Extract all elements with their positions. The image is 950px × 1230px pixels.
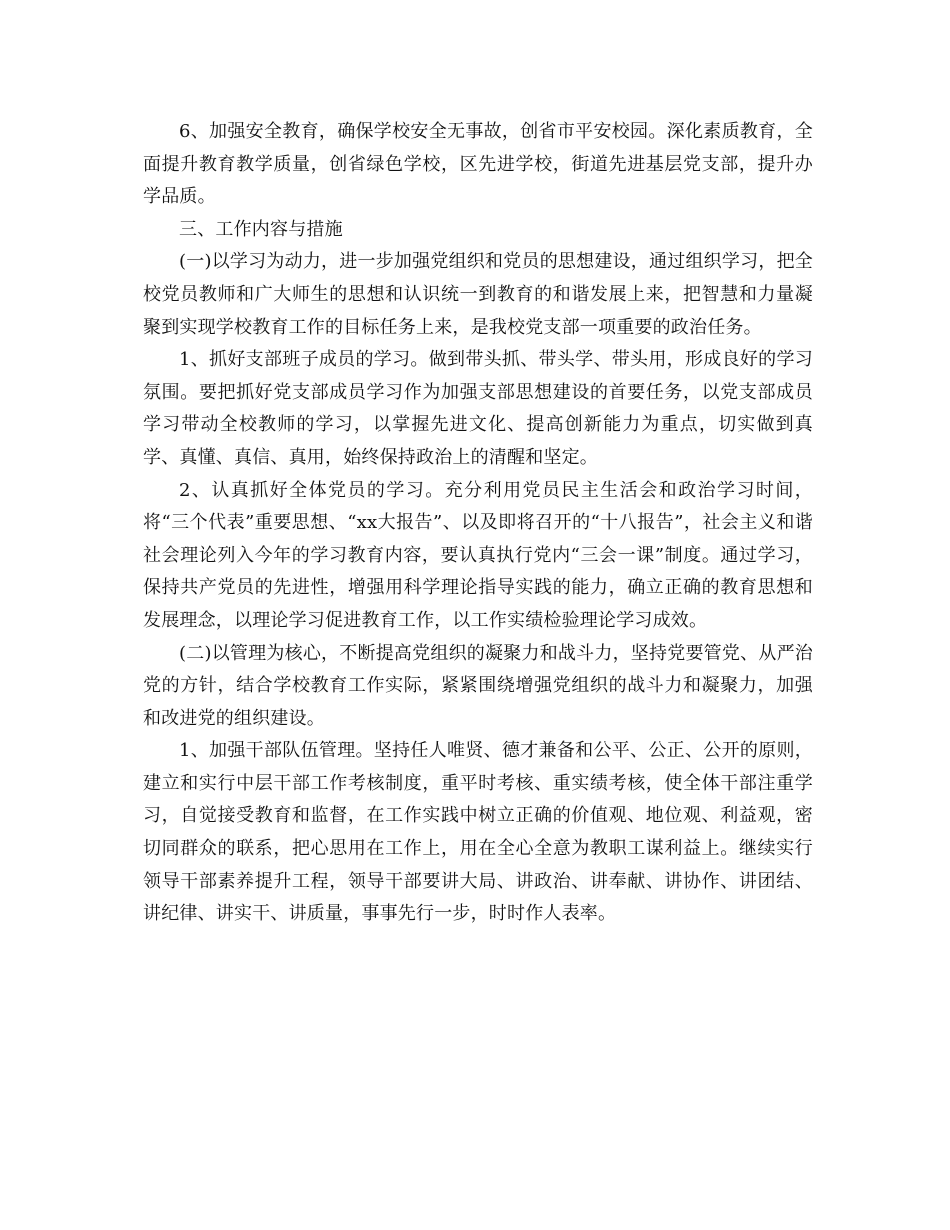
paragraph-management-core: (二)以管理为核心，不断提高党组织的凝聚力和战斗力，坚持党要管党、从严治党的方针，结合学校教育工作实际，紧紧围绕增强党组织的战斗力和凝聚力，加强和改进党的组织建设。 xyxy=(143,642,813,729)
paragraph-safety-education: 6、加强安全教育，确保学校安全无事故，创省市平安校园。深化素质教育，全面提升教育教学质量，创省绿色学校，区先进学校，街道先进基层党支部，提升办学品质。 xyxy=(143,121,813,208)
document-body xyxy=(143,116,813,931)
paragraph-cadre-management: 1、加强干部队伍管理。坚持任人唯贤、德才兼备和公平、公正、公开的原则，建立和实行中层干部工作考核制度，重平时考核、重实绩考核，使全体干部注重学习，自觉接受教育和监督，在工作实践中树立正确的价值观、地位观、利益观，密切同群众的联系，把心思用在工作上，用在全心全意为教职工谋利益上。继续实行领导干部素养提升工程，领导干部要讲大局、讲政治、讲奉献、讲协作、讲团结、讲纪律、讲实干、讲质量，事事先行一步，时时作人表率。 xyxy=(143,740,813,925)
section-heading-work-content: 三、工作内容与措施 xyxy=(179,218,343,240)
paragraph-member-study: 2、认真抓好全体党员的学习。充分利用党员民主生活会和政治学习时间，将“三个代表”重要思想、“xx大报告”、以及即将召开的“十八报告”，社会主义和谐社会理论列入今年的学习教育内容，要认真执行党内“三会一课”制度。通过学习，保持共产党员的先进性，增强用科学理论指导实践的能力，确立正确的教育思想和发展理念，以理论学习促进教育工作，以工作实绩检验理论学习成效。 xyxy=(143,479,813,631)
paragraph-branch-study: 1、抓好支部班子成员的学习。做到带头抓、带头学、带头用，形成良好的学习氛围。要把抓好党支部成员学习作为加强支部思想建设的首要任务，以党支部成员学习带动全校教师的学习，以掌握先进文化、提高创新能力为重点，切实做到真学、真懂、真信、真用，始终保持政治上的清醒和坚定。 xyxy=(143,349,813,468)
paragraph-learning-motivation: (一)以学习为动力，进一步加强党组织和党员的思想建设，通过组织学习，把全校党员教师和广大师生的思想和认识统一到教育的和谐发展上来，把智慧和力量凝聚到实现学校教育工作的目标任务上来，是我校党支部一项重要的政治任务。 xyxy=(143,251,813,338)
